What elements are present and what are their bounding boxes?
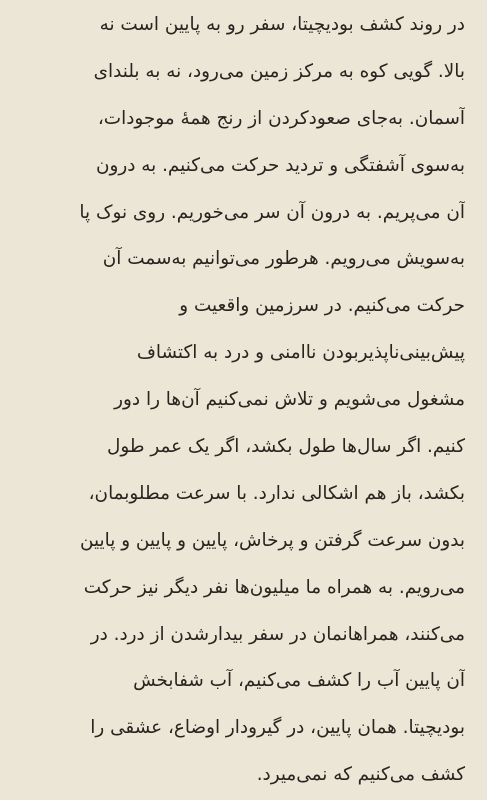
text-line: آن می‌پریم. به درون آن سر می‌خوریم. روی نوک پا bbox=[79, 201, 465, 223]
body-text bbox=[6, 0, 465, 799]
text-line: به‌سوی آشفتگی و تردید حرکت می‌کنیم. به درون bbox=[95, 154, 465, 176]
text-line: می‌کنند، همراهانمان در سفر بیدارشدن از درد. در bbox=[90, 623, 465, 645]
text-line: بودیچیتا. همان پایین، در گیرودار اوضاع، عشقی را bbox=[90, 717, 465, 739]
text-line: کنیم. اگر سال‌ها طول بکشد، اگر یک عمر طول bbox=[106, 436, 465, 458]
text-line: مشغول می‌شویم و تلاش نمی‌کنیم آن‌ها را دور bbox=[114, 389, 465, 411]
text-line: به‌سویش می‌رویم. هرطور می‌توانیم به‌سمت آن bbox=[102, 248, 465, 270]
text-line: کشف می‌کنیم که نمی‌میرد. bbox=[256, 764, 465, 786]
text-line: حرکت می‌کنیم. در سرزمین واقعیت و bbox=[179, 295, 465, 317]
text-line: پیش‌بینی‌ناپذیربودن ناامنی و درد به اکتشاف bbox=[136, 342, 465, 364]
text-line: در روند کشف بودیچیتا، سفر رو به پایین است نه bbox=[99, 14, 465, 35]
text-line: می‌رویم. به همراه ما میلیون‌ها نفر دیگر نیز حرکت bbox=[83, 576, 465, 598]
text-line: آن پایین آب را کشف می‌کنیم، آب شفابخش bbox=[133, 670, 465, 692]
text-line: بالا. گویی کوه به مرکز زمین می‌رود، نه به بلندای bbox=[93, 60, 465, 82]
text-line: بکشد، باز هم اشکالی ندارد. با سرعت مطلوبمان، bbox=[88, 482, 465, 504]
text-line: آسمان. به‌جای صعودکردن از رنج همهٔ موجودات، bbox=[97, 107, 465, 129]
text-line: بدون سرعت گرفتن و پرخاش، پایین و پایین و پایین bbox=[79, 529, 465, 551]
